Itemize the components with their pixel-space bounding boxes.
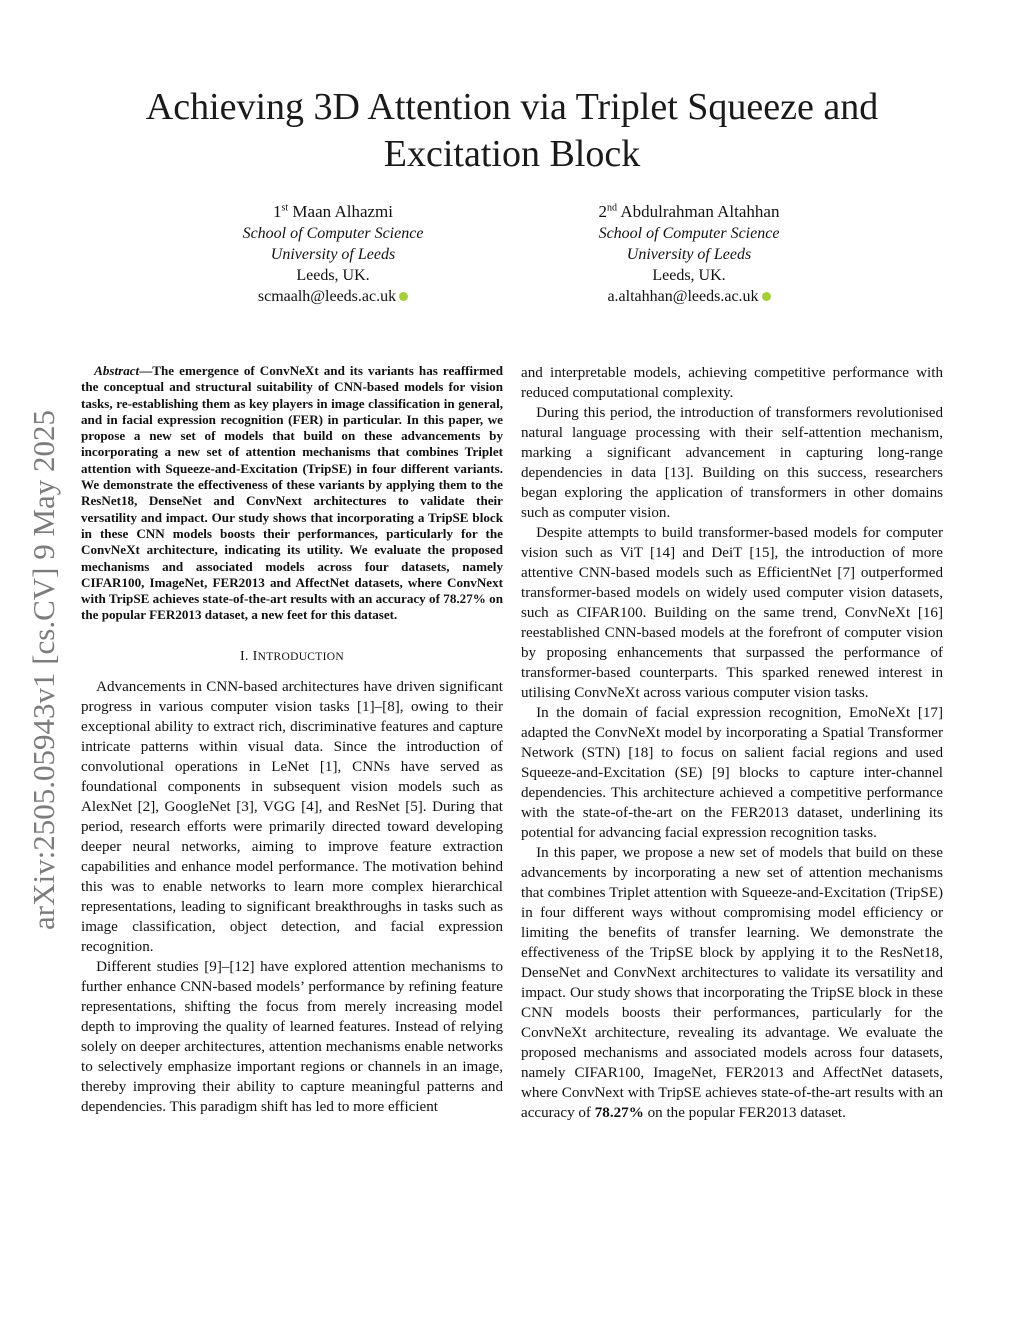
author-email[interactable]: a.altahhan@leeds.ac.uk <box>607 288 759 305</box>
section-number: I. <box>240 648 249 664</box>
author-name-text: Maan Alhazmi <box>292 202 393 221</box>
orcid-icon[interactable] <box>762 292 771 301</box>
author-name <box>183 201 483 223</box>
paper-title: Achieving 3D Attention via Triplet Squeeze and Excitation Block <box>145 86 879 175</box>
section-heading-introduction <box>81 648 503 666</box>
author-department: School of Computer Science <box>242 225 424 242</box>
author-location: Leeds, UK. <box>296 267 370 284</box>
author-block-1 <box>183 201 483 307</box>
abstract-text: —The emergence of ConvNeXt and its variants has reaffirmed the conceptual and structural suitability of CNN-based models for vision tasks, re-establishing them as key players in image classification in general, and in facial expression recognition (FER) in particular. In this paper, we propose a new set of models that build on these advancements by incorporating a new set of attention mechanisms that combines Triplet attention with Squeeze-and-Excitation (TripSE) in four different variants. We demonstrate the effectiveness of these variants by applying them to the ResNet18, DenseNet and ConvNext architectures to validate their versatility and impact. Our study shows that incorporating a TripSE block in these CNN models boosts their performances, particularly for the ConvNeXt architecture, indicating its utility. We evaluate the proposed mechanisms and associated models across four datasets, namely CIFAR100, ImageNet, FER2013 and AffectNet datasets, where ConvNext with TripSE achieves state-of-the-art results with an accuracy of 78.27% on the popular FER2013 dataset, a new feet for this dataset. <box>81 363 503 623</box>
author-university: University of Leeds <box>270 246 396 263</box>
section-title-initial: I <box>252 648 258 664</box>
author-ordinal-suffix: nd <box>607 202 618 214</box>
paragraph: Advancements in CNN-based architectures have driven significant progress in various computer vision tasks [1]–[8], owing to their exceptional ability to extract rich, discriminative features and capture intricate patterns within visual data. Since the introduction of convolutional operations in LeNet [1], CNNs have served as foundational components in subsequent vision models such as AlexNet [2], GoogleNet [3], VGG [4], and ResNet [5]. During that period, research efforts were primarily directed toward developing deeper neural networks, aiming to improve feature extraction capabilities and enhance model performance. The motivation behind this was to enable networks to learn more complex hierarchical representations, leading to significant breakthroughs in tasks such as image classification, object detection, and facial expression recognition. <box>81 678 503 955</box>
paragraph-continuation: and interpretable models, achieving competitive performance with reduced computational complexity. <box>521 365 943 401</box>
author-ordinal: 2 <box>598 202 608 221</box>
paragraph-text: on the popular FER2013 dataset. <box>643 1105 846 1121</box>
author-name-text: Abdulrahman Altahhan <box>620 202 780 221</box>
paragraph-text: In this paper, we propose a new set of models that build on these advancements by incorporating a new set of attention mechanisms that combines Triplet attention with Squeeze-and-Excitation (TripSE) in four different ways without compromising model efficiency or limiting the benefits of transfer learning. We demonstrate the effectiveness of the TripSE block by applying it to the ResNet18, DenseNet and ConvNext architectures to validate its versatility and impact. Our study shows that incorporating the TripSE block in these CNN models boosts their performances, particularly for the ConvNeXt architecture, revealing its advantage. We evaluate the proposed mechanisms and associated models across four datasets, namely CIFAR100, ImageNet, FER2013 and AffectNet datasets, where ConvNext with TripSE achieves state-of-the-art results with an accuracy of <box>521 845 943 1121</box>
arxiv-identifier-stamp: arXiv:2505.05943v1 [cs.CV] 9 May 2025 <box>26 409 61 930</box>
author-block-2 <box>539 201 839 307</box>
author-ordinal: 1 <box>273 202 282 221</box>
paragraph: Different studies [9]–[12] have explored attention mechanisms to further enhance CNN-based models’ performance by refining feature representations, shifting the focus from merely increasing model depth to improving the quality of learned features. Instead of relying solely on deeper architectures, attention mechanisms enable networks to selectively emphasize important regions or channels in an image, thereby improving their ability to capture meaningful patterns and dependencies. This paradigm shift has led to more efficient <box>81 958 503 1115</box>
author-email-line <box>539 286 839 307</box>
abstract-label: Abstract <box>94 363 140 378</box>
right-column <box>521 363 943 1123</box>
paragraph: During this period, the introduction of transformers revolutionised natural language processing with their self-attention mechanism, marking a significant advancement in capturing long-range dependencies in data [13]. Building on this success, researchers began exploring the application of transformers in other domains such as computer vision. <box>521 405 943 521</box>
author-location: Leeds, UK. <box>652 267 726 284</box>
author-department: School of Computer Science <box>598 225 780 242</box>
paragraph: Despite attempts to build transformer-based models for computer vision such as ViT [14] and DeiT [15], the introduction of more attentive CNN-based models such as EfficientNet [7] outperformed transformer-based models on widely used computer vision datasets, such as CIFAR100. Building on the same trend, ConvNeXt [16] reestablished CNN-based models at the forefront of computer vision by proposing enhancements that surpassed the performance of transformer-based counterparts. This sparked renewed interest in utilising ConvNeXt across various computer vision tasks. <box>521 525 943 701</box>
left-column <box>81 363 503 1117</box>
author-ordinal-suffix: st <box>281 202 289 214</box>
author-name <box>539 201 839 223</box>
author-email[interactable]: scmaalh@leeds.ac.uk <box>257 288 397 305</box>
author-email-line <box>183 286 483 307</box>
paragraph: In the domain of facial expression recognition, EmoNeXt [17] adapted the ConvNeXt model by incorporating a Spatial Transformer Network (STN) [18] to focus on salient facial regions and used Squeeze-and-Excitation (SE) [9] blocks to capture inter-channel dependencies. This architecture achieved a competitive performance with the state-of-the-art on the FER2013 dataset, underlining its potential for advancing facial expression recognition tasks. <box>521 705 943 841</box>
orcid-icon[interactable] <box>399 292 408 301</box>
abstract <box>81 363 503 624</box>
section-title-rest: NTRODUCTION <box>257 650 344 663</box>
author-university: University of Leeds <box>626 246 752 263</box>
paragraph-contributions <box>521 843 943 1123</box>
accuracy-highlight: 78.27% <box>594 1105 644 1121</box>
